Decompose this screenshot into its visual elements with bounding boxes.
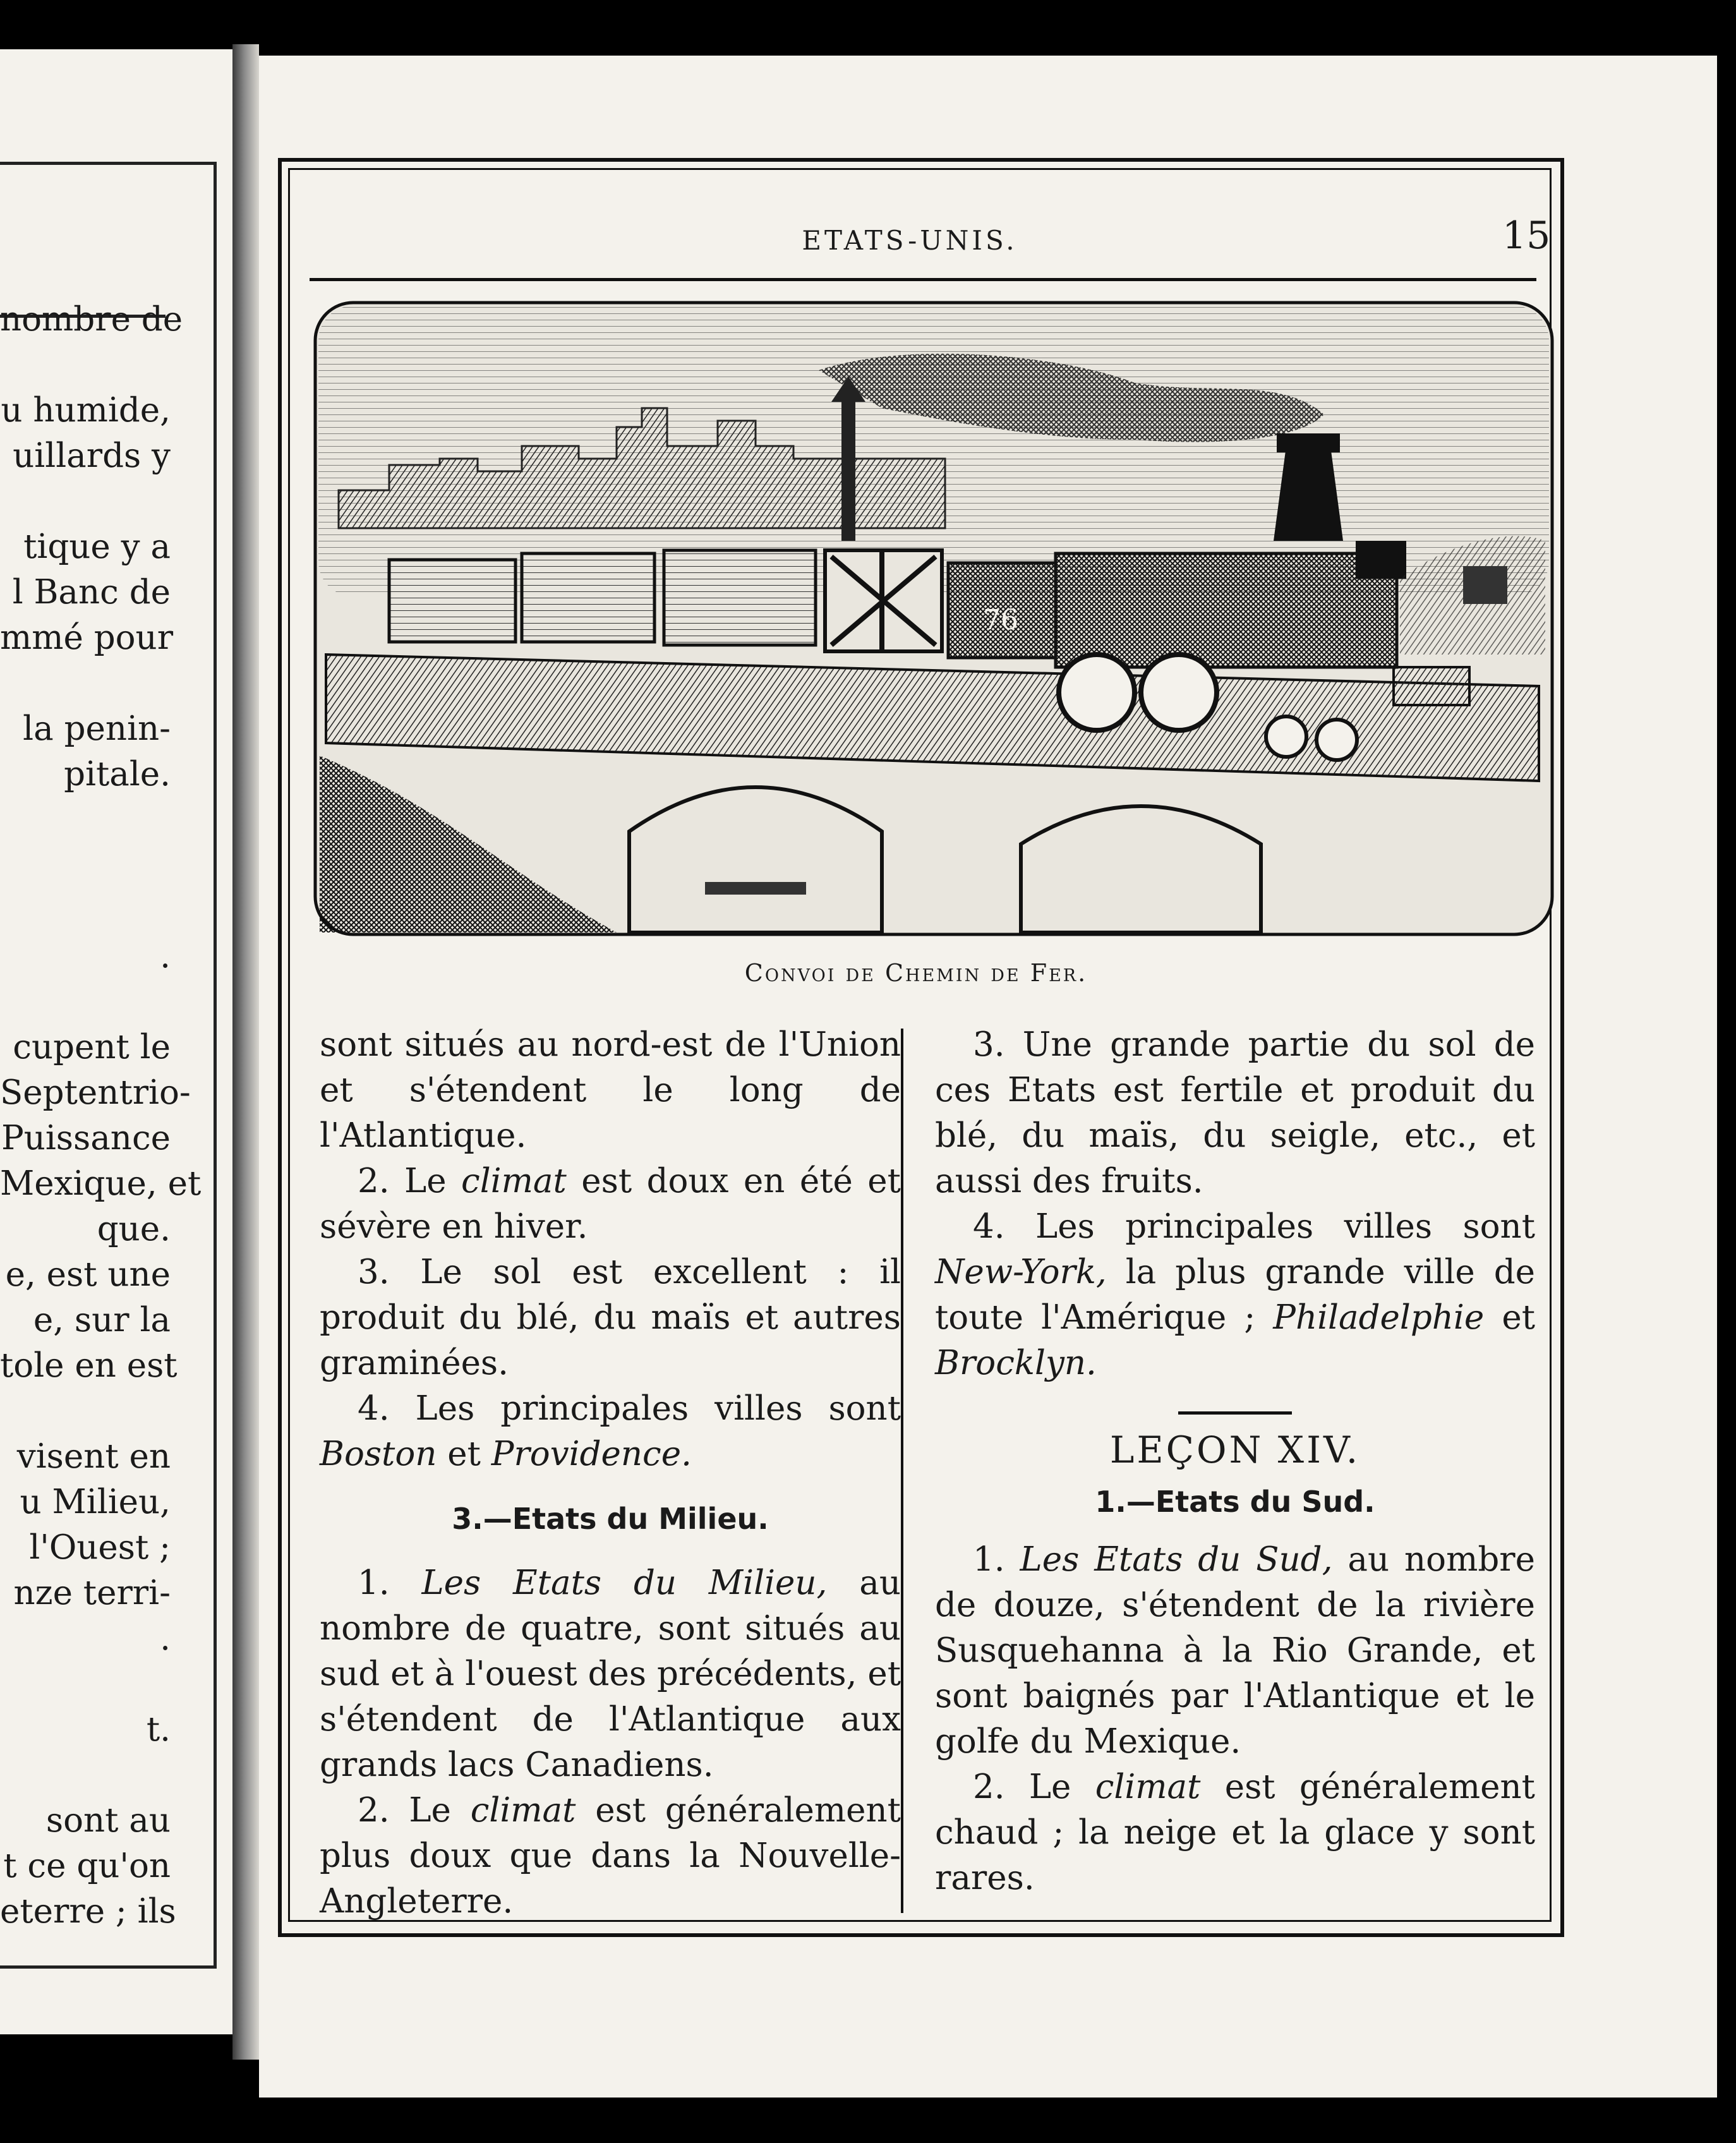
paragraph: 1. Les Etats du Milieu, au nombre de quatre, sont situés au sud et à l'ouest des précédents, et s'étendent de l'Atlantique aux grands lacs Canadiens. (320, 1564, 901, 1784)
paragraph: 4. Les principales villes sont Boston et Providence. (320, 1389, 901, 1473)
column-divider (901, 1029, 903, 1913)
previous-page-line: Puissance (1, 1119, 171, 1157)
previous-page-line: u humide, (1, 391, 171, 430)
previous-page-line: pitale. (64, 755, 171, 794)
head-rule (310, 278, 1536, 281)
previous-page-line: . (160, 1619, 171, 1658)
paragraph: 2. Le climat est généralement chaud ; la neige et la glace y sont rares. (935, 1768, 1535, 1897)
previous-page-line (0, 1753, 171, 1798)
previous-page-line: nombre de (0, 300, 183, 339)
previous-page-line: t ce qu'on (3, 1847, 171, 1885)
page-number: 15 (1502, 214, 1551, 258)
previous-page-line: t. (146, 1710, 171, 1749)
paragraph: 1. Les Etats du Sud, au nombre de douze, s'étendent de la rivière Susquehanna à la Rio Grande, et sont baignés par l'Atlantique et le golfe du Mexique. (935, 1540, 1535, 1761)
section-heading: 1.—Etats du Sud. (1095, 1485, 1375, 1519)
previous-page-line: nze terri- (13, 1574, 171, 1612)
previous-page-fragment (0, 49, 232, 2034)
previous-page-line: visent en (16, 1437, 171, 1476)
previous-page-line (0, 797, 171, 843)
previous-page-line: mmé pour (0, 619, 174, 657)
previous-page-line: que. (97, 1210, 171, 1248)
previous-page-line: Septentrio- (0, 1073, 191, 1112)
book-gutter (232, 44, 259, 2060)
previous-page-line (0, 1389, 171, 1434)
previous-page-line: la penin- (23, 709, 171, 748)
previous-page-line (0, 843, 171, 888)
train-engraving (313, 301, 1554, 936)
previous-page-line: tique y a (23, 528, 171, 566)
previous-page-line: cupent le (13, 1028, 171, 1066)
previous-page-line (0, 479, 171, 524)
left-column (320, 1022, 901, 1924)
previous-page-line: tole en est (0, 1346, 178, 1385)
previous-page-line: l Banc de (12, 573, 171, 612)
locomotive-number: 76 (983, 604, 1018, 636)
previous-page-line: e, est une (5, 1255, 171, 1294)
running-head: ETATS-UNIS. (802, 225, 1018, 256)
paragraph: 2. Le climat est doux en été et sévère en hiver. (320, 1162, 901, 1246)
previous-page-line: sont au (45, 1801, 171, 1840)
previous-page-line: uillards y (13, 437, 171, 475)
previous-page-text (0, 297, 202, 1935)
paragraph: 3. Le sol est excellent : il produit du blé, du maïs et autres graminées. (320, 1253, 901, 1382)
lesson-title: LEÇON XIV. (1109, 1428, 1361, 1471)
paragraph: 4. Les principales villes sont New-York, la plus grande ville de toute l'Amérique ; Philadelphie et Brocklyn. (935, 1207, 1535, 1382)
paragraph: 3. Une grande partie du sol de ces Etats est fertile et produit du blé, du maïs, du seigle, etc., et aussi des fruits. (935, 1025, 1535, 1200)
previous-page-line: eterre ; ils (0, 1892, 176, 1931)
previous-page-line (0, 342, 171, 388)
section-heading: 3.—Etats du Milieu. (452, 1502, 769, 1536)
paragraph: 2. Le climat est généralement plus doux que dans la Nouvelle-Angleterre. (320, 1791, 901, 1921)
paragraph: sont situés au nord-est de l'Union et s'étendent le long de l'Atlantique. (320, 1025, 901, 1155)
previous-page-line (0, 1662, 171, 1707)
lesson-rule (1178, 1411, 1292, 1415)
previous-page-line: u Milieu, (20, 1483, 171, 1521)
previous-page-line: e, sur la (33, 1301, 171, 1339)
previous-page-line: . (160, 937, 171, 975)
previous-page-line (0, 979, 171, 1025)
previous-page-line (0, 661, 171, 706)
figure-caption: Convoi de Chemin de Fer. (744, 959, 1088, 987)
right-column (935, 1022, 1535, 1901)
previous-page-line: Mexique, et (0, 1164, 202, 1203)
previous-page-line (0, 888, 171, 934)
page (259, 56, 1717, 2098)
previous-page-line: l'Ouest ; (29, 1528, 171, 1567)
